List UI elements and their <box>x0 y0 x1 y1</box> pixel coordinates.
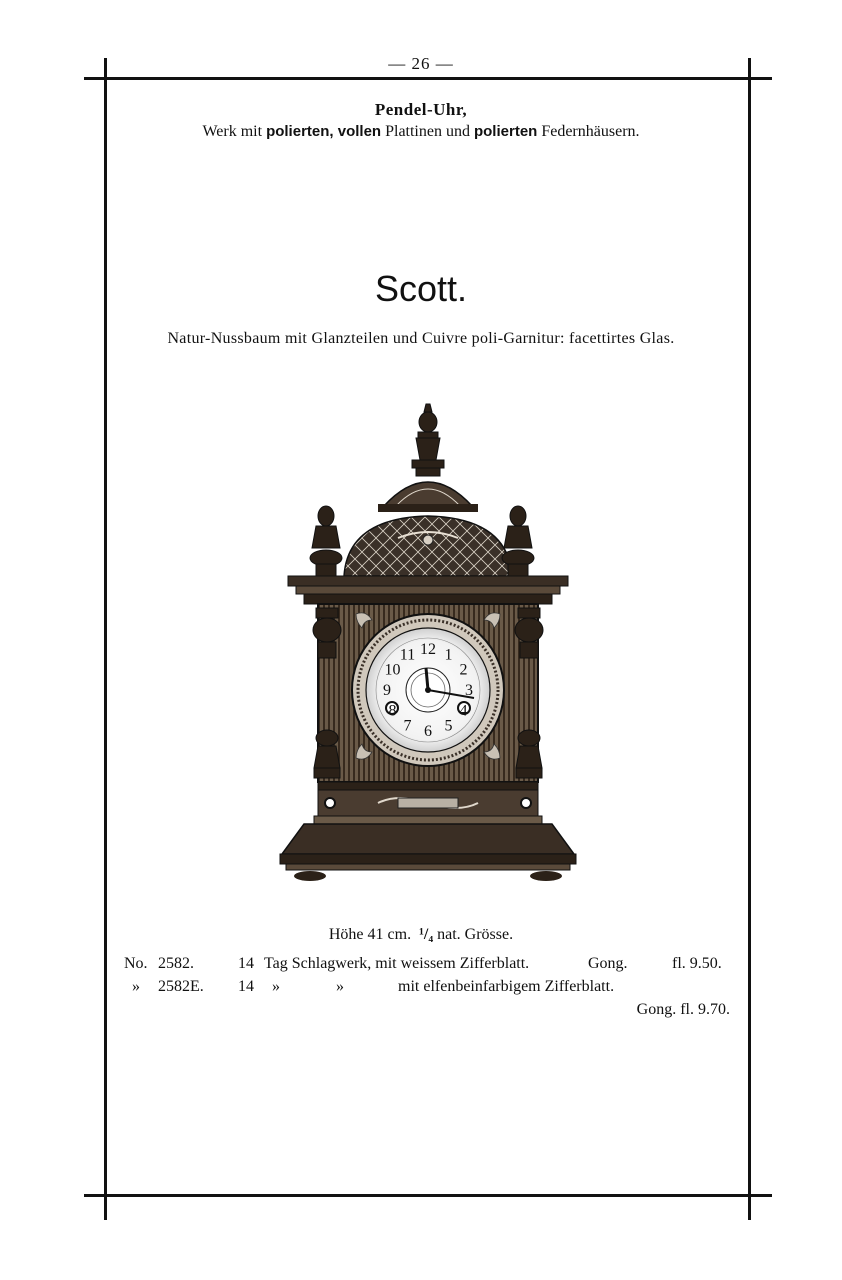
item-1-prefix: No. <box>124 955 148 972</box>
item-2-number: 2582E. <box>158 978 204 995</box>
item-2-days: 14 <box>238 978 254 995</box>
left-upper-finial <box>310 506 342 578</box>
page-heading: Pendel-Uhr, <box>374 100 468 119</box>
clock-base <box>282 824 574 854</box>
item-2-ditto-1: » <box>272 978 280 995</box>
dial-numeral: 11 <box>399 646 416 664</box>
bottom-border-rule <box>84 1194 772 1197</box>
item-1-price: fl. 9.50. <box>672 955 722 972</box>
dial-numeral: 10 <box>384 661 401 679</box>
item-1-description: Tag Schlagwerk, mit weissem Zifferblatt. <box>264 955 530 972</box>
dial-numeral: 7 <box>403 717 412 735</box>
right-border-rule <box>748 58 751 1220</box>
left-border-rule <box>104 58 107 1220</box>
item-2-gong-price: Gong. fl. 9.70. <box>636 1001 730 1018</box>
item-1-gong: Gong. <box>588 955 628 972</box>
size-note: Höhe 41 cm. ¹/₄ nat. Grösse. <box>328 926 514 943</box>
dome <box>344 516 512 576</box>
arch <box>384 482 472 506</box>
dial-numeral: 8 <box>388 702 397 720</box>
top-border-rule <box>84 77 772 80</box>
item-1-days: 14 <box>238 955 254 972</box>
item-2-prefix: » <box>132 978 140 995</box>
dial-numeral: 4 <box>459 702 468 720</box>
item-1-number: 2582. <box>158 955 194 972</box>
dial-numeral: 9 <box>383 682 391 699</box>
model-description: Natur-Nussbaum mit Glanzteilen und Cuivre poli-Garnitur: facettirtes Glas. <box>167 330 675 347</box>
top-finial <box>412 404 444 476</box>
dial-numeral: 6 <box>424 723 432 740</box>
item-2-ditto-2: » <box>336 978 344 995</box>
page-subheading: Werk mit polierten, vollen Plattinen und polierten Federnhäusern. <box>202 123 640 140</box>
model-title: Scott. <box>374 268 468 309</box>
clock-illustration <box>278 398 578 886</box>
hour-hand <box>426 668 428 690</box>
dial-numeral: 3 <box>465 682 473 699</box>
dial-numeral: 1 <box>444 646 453 664</box>
item-2-description: mit elfenbeinfarbigem Zifferblatt. <box>398 978 615 995</box>
dial-numeral: 5 <box>444 717 453 735</box>
dial-numeral: 2 <box>459 661 468 679</box>
dial-numeral: 12 <box>420 641 436 658</box>
page-number: — 26 — <box>388 54 454 73</box>
